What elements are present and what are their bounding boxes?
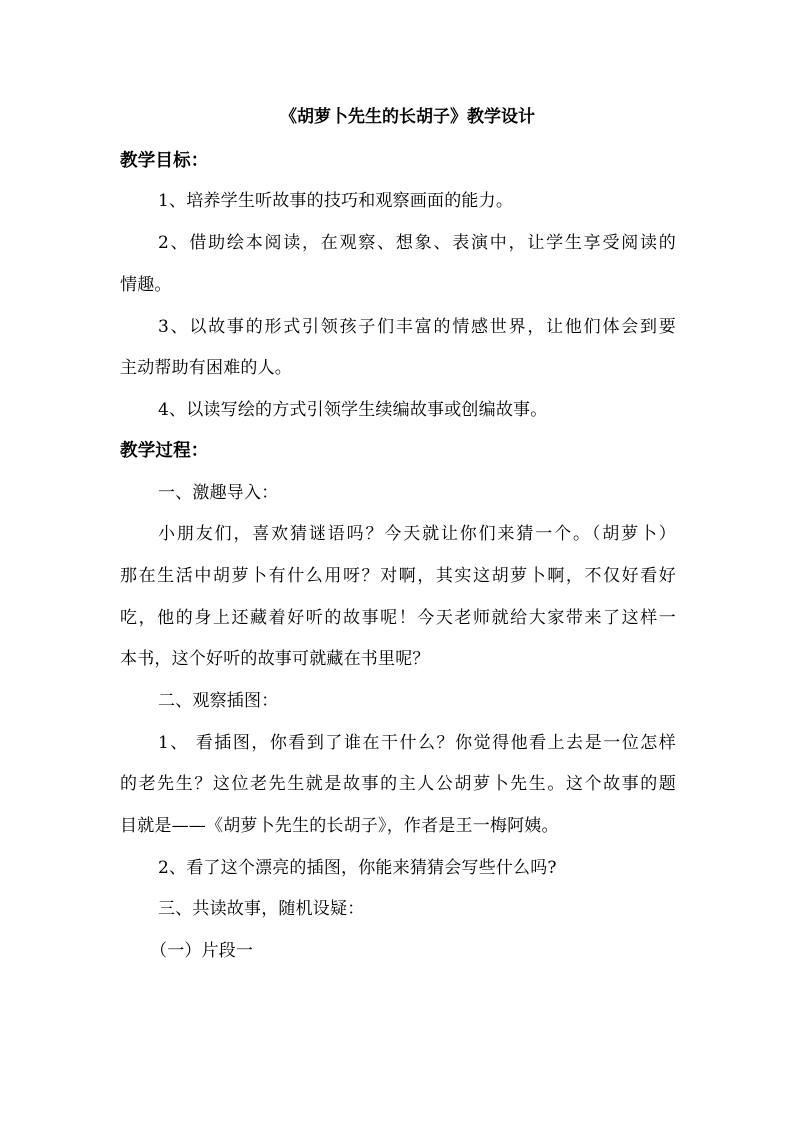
step-2-heading: 二、观察插图：: [158, 691, 279, 711]
step-1-para-line-2: 那在生活中胡萝卜有什么用呀？对啊，其实这胡萝卜啊，不仅好看好: [120, 566, 676, 586]
goal-3-line-1: 3、以故事的形式引领孩子们丰富的情感世界，让他们体会到要: [158, 317, 676, 337]
step-2-item-2: 2、看了这个漂亮的插图，你能来猜猜会写些什么吗?: [158, 858, 557, 878]
goal-3-line-2: 主动帮助有困难的人。: [120, 358, 292, 378]
goal-2-line-2: 情趣。: [120, 275, 172, 295]
goal-2-line-1: 2、借助绘本阅读，在观察、想象、表演中，让学生享受阅读的: [158, 233, 676, 253]
process-heading: 教学过程：: [120, 441, 209, 461]
step-1-heading: 一、激趣导入：: [158, 483, 279, 503]
step-2-item-1-line-2: 的老先生？这位老先生就是故事的主人公胡萝卜先生。这个故事的题: [120, 774, 676, 794]
document-title: 《胡萝卜先生的长胡子》教学设计: [280, 107, 535, 127]
goal-4: 4、以读写绘的方式引领学生续编故事或创编故事。: [158, 400, 548, 420]
step-2-item-1-line-3: 目就是——《胡萝卜先生的长胡子》，作者是王一梅阿姨。: [120, 816, 559, 836]
goals-heading: 教学目标：: [120, 151, 209, 171]
step-3-heading: 三、共读故事，随机设疑：: [158, 899, 365, 919]
step-1-para-line-4: 本书，这个好听的故事可就藏在书里呢？: [120, 649, 430, 669]
step-1-para-line-1: 小朋友们，喜欢猜谜语吗？今天就让你们来猜一个。（胡萝卜）: [158, 524, 676, 544]
goal-1: 1、培养学生听故事的技巧和观察画面的能力。: [158, 191, 514, 211]
step-2-item-1-line-1: 1、 看插图，你看到了谁在干什么？你觉得他看上去是一位怎样: [158, 733, 676, 753]
step-1-para-line-3: 吃，他的身上还藏着好听的故事呢！今天老师就给大家带来了这样一: [120, 608, 676, 628]
step-3-sub-1: （一）片段一: [150, 941, 254, 961]
